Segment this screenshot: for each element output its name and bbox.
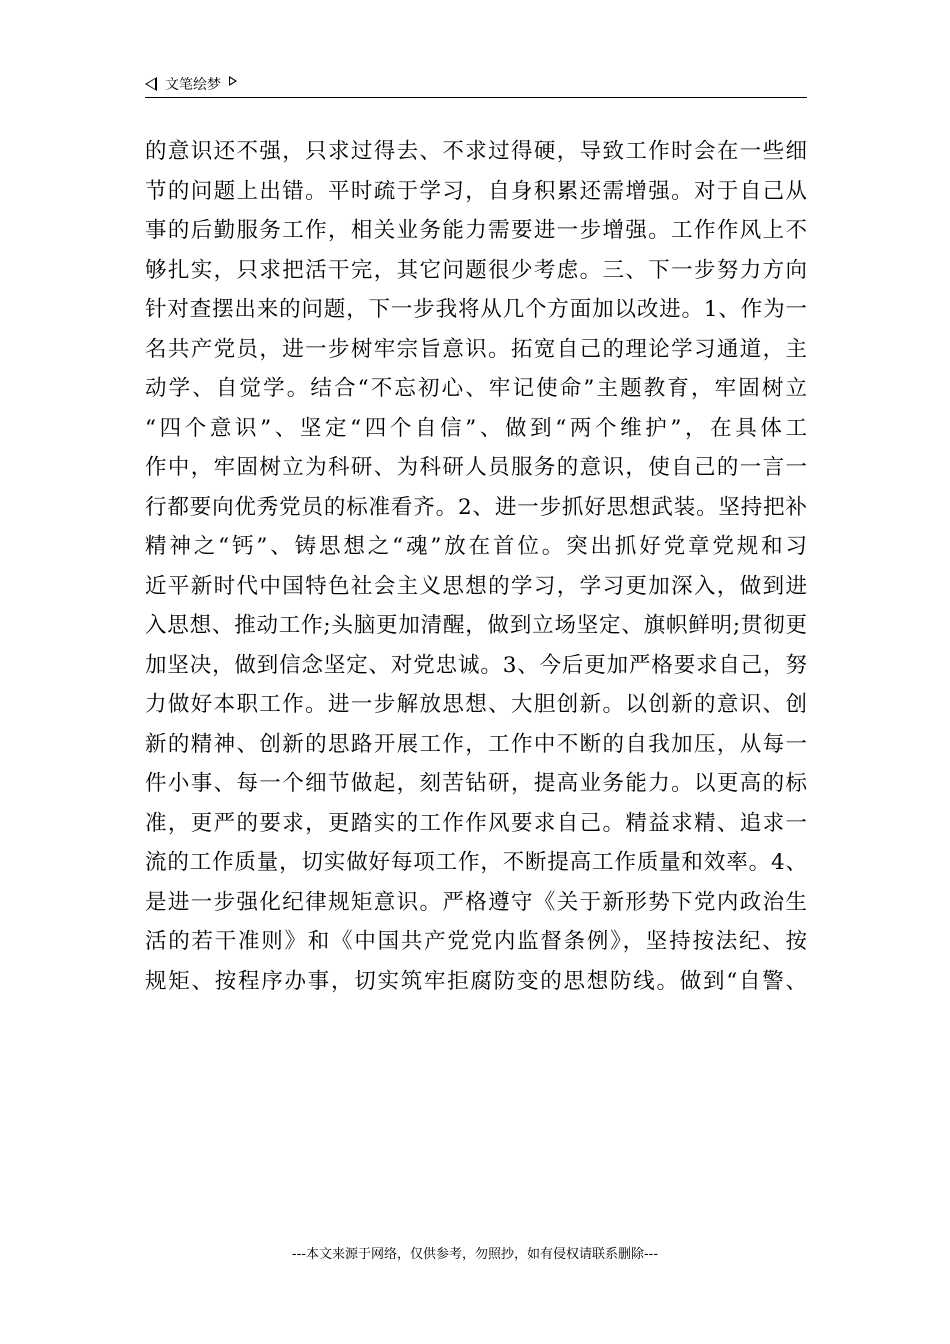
text-line: 精神之“钙”、铸思想之“魂”放在首位。突出抓好党章党规和习 xyxy=(145,534,807,559)
text-line: 行都要向优秀党员的标准看齐。2、进一步抓好思想武装。坚持把补 xyxy=(145,494,807,520)
text-line: 力做好本职工作。进一步解放思想、大胆创新。以创新的意识、创 xyxy=(145,692,807,717)
text-line: 名共产党员，进一步树牢宗旨意识。拓宽自己的理论学习通道，主 xyxy=(145,336,807,362)
text-line: 新的精神、创新的思路开展工作，工作中不断的自我加压，从每一 xyxy=(145,731,807,757)
text-line: 的意识还不强，只求过得去、不求过得硬，导致工作时会在一些细 xyxy=(145,139,807,164)
triangle-left-icon xyxy=(145,77,157,91)
text-line: 流的工作质量，切实做好每项工作，不断提高工作质量和效率。4、 xyxy=(145,850,807,875)
header-divider xyxy=(145,97,807,98)
text-line: 活的若干准则》和《中国共产党党内监督条例》，坚持按法纪、按 xyxy=(145,929,807,954)
text-line: 动学、自觉学。结合“不忘初心、牢记使命”主题教育，牢固树立 xyxy=(145,376,807,401)
footer-disclaimer: ---本文来源于网络，仅供参考，勿照抄，如有侵权请联系删除--- xyxy=(291,1247,659,1262)
text-line: 事的后勤服务工作，相关业务能力需要进一步增强。工作作风上不 xyxy=(145,218,807,243)
header-title: 文笔绘梦 xyxy=(165,77,221,93)
text-line: 近平新时代中国特色社会主义思想的学习，学习更加深入，做到进 xyxy=(145,573,807,599)
text-line: 节的问题上出错。平时疏于学习，自身积累还需增强。对于自己从 xyxy=(145,178,807,204)
body-text xyxy=(145,132,807,1001)
text-line: 针对查摆出来的问题，下一步我将从几个方面加以改进。1、作为一 xyxy=(145,297,807,322)
page-header xyxy=(145,72,807,96)
text-line: 入思想、推动工作;头脑更加清醒，做到立场坚定、旗帜鲜明;贯彻更 xyxy=(145,613,807,638)
text-line: 是进一步强化纪律规矩意识。严格遵守《关于新形势下党内政治生 xyxy=(145,889,807,915)
text-line: 作中，牢固树立为科研、为科研人员服务的意识，使自己的一言一 xyxy=(145,455,807,480)
text-line: 规矩、按程序办事，切实筑牢拒腐防变的思想防线。做到“自警、 xyxy=(145,968,807,994)
text-line: 够扎实，只求把活干完，其它问题很少考虑。三、下一步努力方向 xyxy=(145,257,807,283)
text-line: 件小事、每一个细节做起，刻苦钻研，提高业务能力。以更高的标 xyxy=(145,771,807,796)
triangle-right-icon xyxy=(229,76,237,86)
text-line: 准，更严的要求，更踏实的工作作风要求自己。精益求精、追求一 xyxy=(145,810,807,836)
text-line: “四个意识”、坚定“四个自信”、做到“两个维护”，在具体工 xyxy=(145,415,807,441)
text-line: 加坚决，做到信念坚定、对党忠诚。3、今后更加严格要求自己，努 xyxy=(145,652,807,678)
